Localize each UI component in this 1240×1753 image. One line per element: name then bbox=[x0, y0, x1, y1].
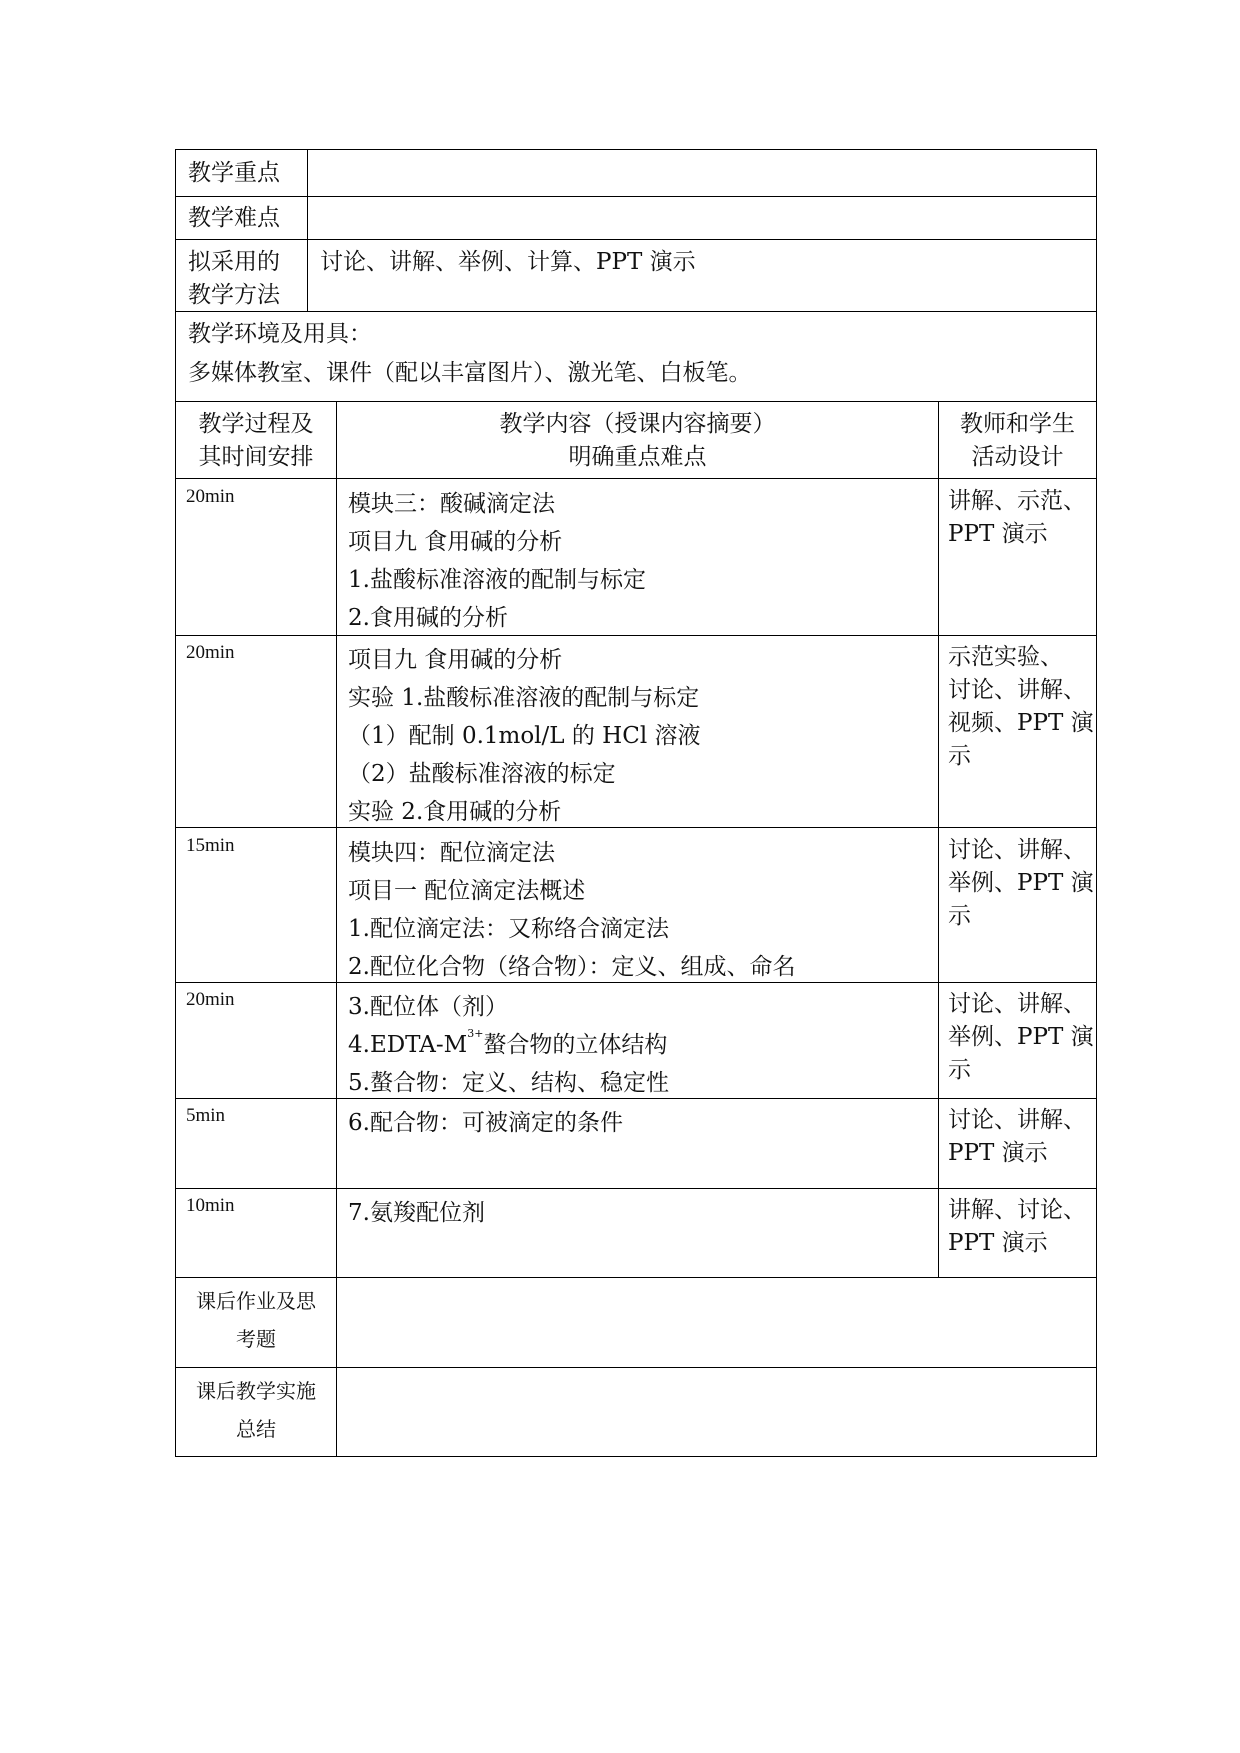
content-line: 7.氨羧配位剂 bbox=[348, 1200, 485, 1226]
activity-line: PPT 演示 bbox=[948, 1140, 1048, 1166]
methods-label-line: 拟采用的 bbox=[188, 249, 280, 275]
methods-value: 讨论、讲解、举例、计算、PPT 演示 bbox=[320, 249, 696, 275]
activity-line: 讨论、讲解、 bbox=[948, 677, 1086, 703]
content-line: 实验 2.食用碱的分析 bbox=[348, 799, 562, 825]
row-content bbox=[348, 485, 646, 637]
row-activity bbox=[948, 834, 1094, 933]
activity-line: PPT 演示 bbox=[948, 521, 1048, 547]
activity-line: 示 bbox=[948, 743, 971, 769]
header-col-time-line: 教学过程及 bbox=[198, 411, 314, 437]
content-line: 5.螯合物：定义、结构、稳定性 bbox=[348, 1070, 669, 1096]
header-col-time-line: 其时间安排 bbox=[198, 444, 314, 470]
content-line: （1）配制 0.1mol/L 的 HCl 溶液 bbox=[348, 723, 701, 749]
row-time: 20min bbox=[186, 989, 235, 1010]
environment-value: 多媒体教室、课件（配以丰富图片）、激光笔、白板笔。 bbox=[188, 360, 752, 386]
content-line: 项目九 食用碱的分析 bbox=[348, 529, 563, 555]
content-line: 6.配合物：可被滴定的条件 bbox=[348, 1110, 623, 1136]
activity-line: 举例、PPT 演 bbox=[948, 1024, 1094, 1050]
row-divider bbox=[175, 196, 1097, 197]
row-divider bbox=[175, 239, 1097, 240]
difficult-points-label: 教学难点 bbox=[188, 205, 280, 231]
row-time: 20min bbox=[186, 642, 235, 663]
homework-label bbox=[176, 1282, 336, 1358]
header-col-activity-line: 教师和学生 bbox=[960, 411, 1075, 437]
activity-line: 举例、PPT 演 bbox=[948, 870, 1094, 896]
row-divider bbox=[175, 1277, 1097, 1278]
row-divider bbox=[175, 1367, 1097, 1368]
row-divider bbox=[175, 1188, 1097, 1189]
activity-line: PPT 演示 bbox=[948, 1230, 1048, 1256]
content-line: 模块三：酸碱滴定法 bbox=[348, 491, 555, 517]
col-divider bbox=[307, 149, 308, 311]
row-divider bbox=[175, 478, 1097, 479]
activity-line: 讲解、讨论、 bbox=[948, 1197, 1086, 1223]
col-divider bbox=[938, 401, 939, 1278]
row-content bbox=[348, 641, 701, 831]
table-border-left bbox=[175, 149, 176, 1457]
row-time: 5min bbox=[186, 1105, 226, 1126]
row-activity bbox=[948, 1104, 1086, 1170]
content-line: 项目一 配位滴定法概述 bbox=[348, 878, 586, 904]
activity-line: 讨论、讲解、 bbox=[948, 991, 1086, 1017]
charge-superscript: 3+ bbox=[467, 1027, 484, 1041]
content-line: 2.配位化合物（络合物）：定义、组成、命名 bbox=[348, 954, 796, 980]
row-content bbox=[348, 834, 795, 986]
header-col-content bbox=[337, 408, 938, 474]
activity-line: 示 bbox=[948, 903, 971, 929]
row-time: 15min bbox=[186, 835, 235, 856]
content-line: 模块四：配位滴定法 bbox=[348, 840, 555, 866]
table-border-right bbox=[1096, 149, 1097, 1457]
methods-label bbox=[188, 246, 280, 312]
key-points-label: 教学重点 bbox=[188, 160, 280, 186]
header-col-content-line: 明确重点难点 bbox=[568, 444, 707, 470]
content-line-edta bbox=[348, 1026, 669, 1064]
row-divider bbox=[175, 311, 1097, 312]
row-activity bbox=[948, 641, 1094, 773]
table-border-top bbox=[175, 149, 1097, 150]
content-line: 3.配位体（剂） bbox=[348, 994, 508, 1020]
table-border-bottom bbox=[175, 1456, 1097, 1457]
activity-line: 讨论、讲解、 bbox=[948, 837, 1086, 863]
environment-label: 教学环境及用具： bbox=[188, 321, 372, 347]
summary-label-line: 课后教学实施 bbox=[196, 1379, 316, 1403]
col-divider bbox=[336, 401, 337, 1456]
summary-label bbox=[176, 1372, 336, 1448]
header-col-activity bbox=[939, 408, 1096, 474]
summary-label-line: 总结 bbox=[236, 1417, 276, 1441]
header-col-time bbox=[176, 408, 336, 474]
content-line: （2）盐酸标准溶液的标定 bbox=[348, 761, 616, 787]
row-activity bbox=[948, 485, 1086, 551]
header-col-content-line: 教学内容（授课内容摘要） bbox=[499, 411, 776, 437]
row-divider bbox=[175, 401, 1097, 402]
header-col-activity-line: 活动设计 bbox=[971, 444, 1064, 470]
content-line: 2.食用碱的分析 bbox=[348, 605, 508, 631]
row-activity bbox=[948, 988, 1094, 1087]
homework-label-line: 考题 bbox=[236, 1327, 276, 1351]
activity-line: 讨论、讲解、 bbox=[948, 1107, 1086, 1133]
content-line: 1.配位滴定法：又称络合滴定法 bbox=[348, 916, 669, 942]
row-time: 10min bbox=[186, 1195, 235, 1216]
homework-label-line: 课后作业及思 bbox=[196, 1289, 316, 1313]
edta-prefix: 4.EDTA-M bbox=[348, 1032, 468, 1058]
content-line: 实验 1.盐酸标准溶液的配制与标定 bbox=[348, 685, 700, 711]
row-activity bbox=[948, 1194, 1086, 1260]
edta-suffix: 螯合物的立体结构 bbox=[483, 1032, 668, 1058]
activity-line: 讲解、示范、 bbox=[948, 488, 1086, 514]
row-time: 20min bbox=[186, 486, 235, 507]
content-line: 1.盐酸标准溶液的配制与标定 bbox=[348, 567, 646, 593]
activity-line: 示范实验、 bbox=[948, 644, 1063, 670]
methods-label-line: 教学方法 bbox=[188, 282, 280, 308]
row-content bbox=[348, 988, 669, 1102]
activity-line: 示 bbox=[948, 1057, 971, 1083]
content-line: 项目九 食用碱的分析 bbox=[348, 647, 563, 673]
activity-line: 视频、PPT 演 bbox=[948, 710, 1094, 736]
